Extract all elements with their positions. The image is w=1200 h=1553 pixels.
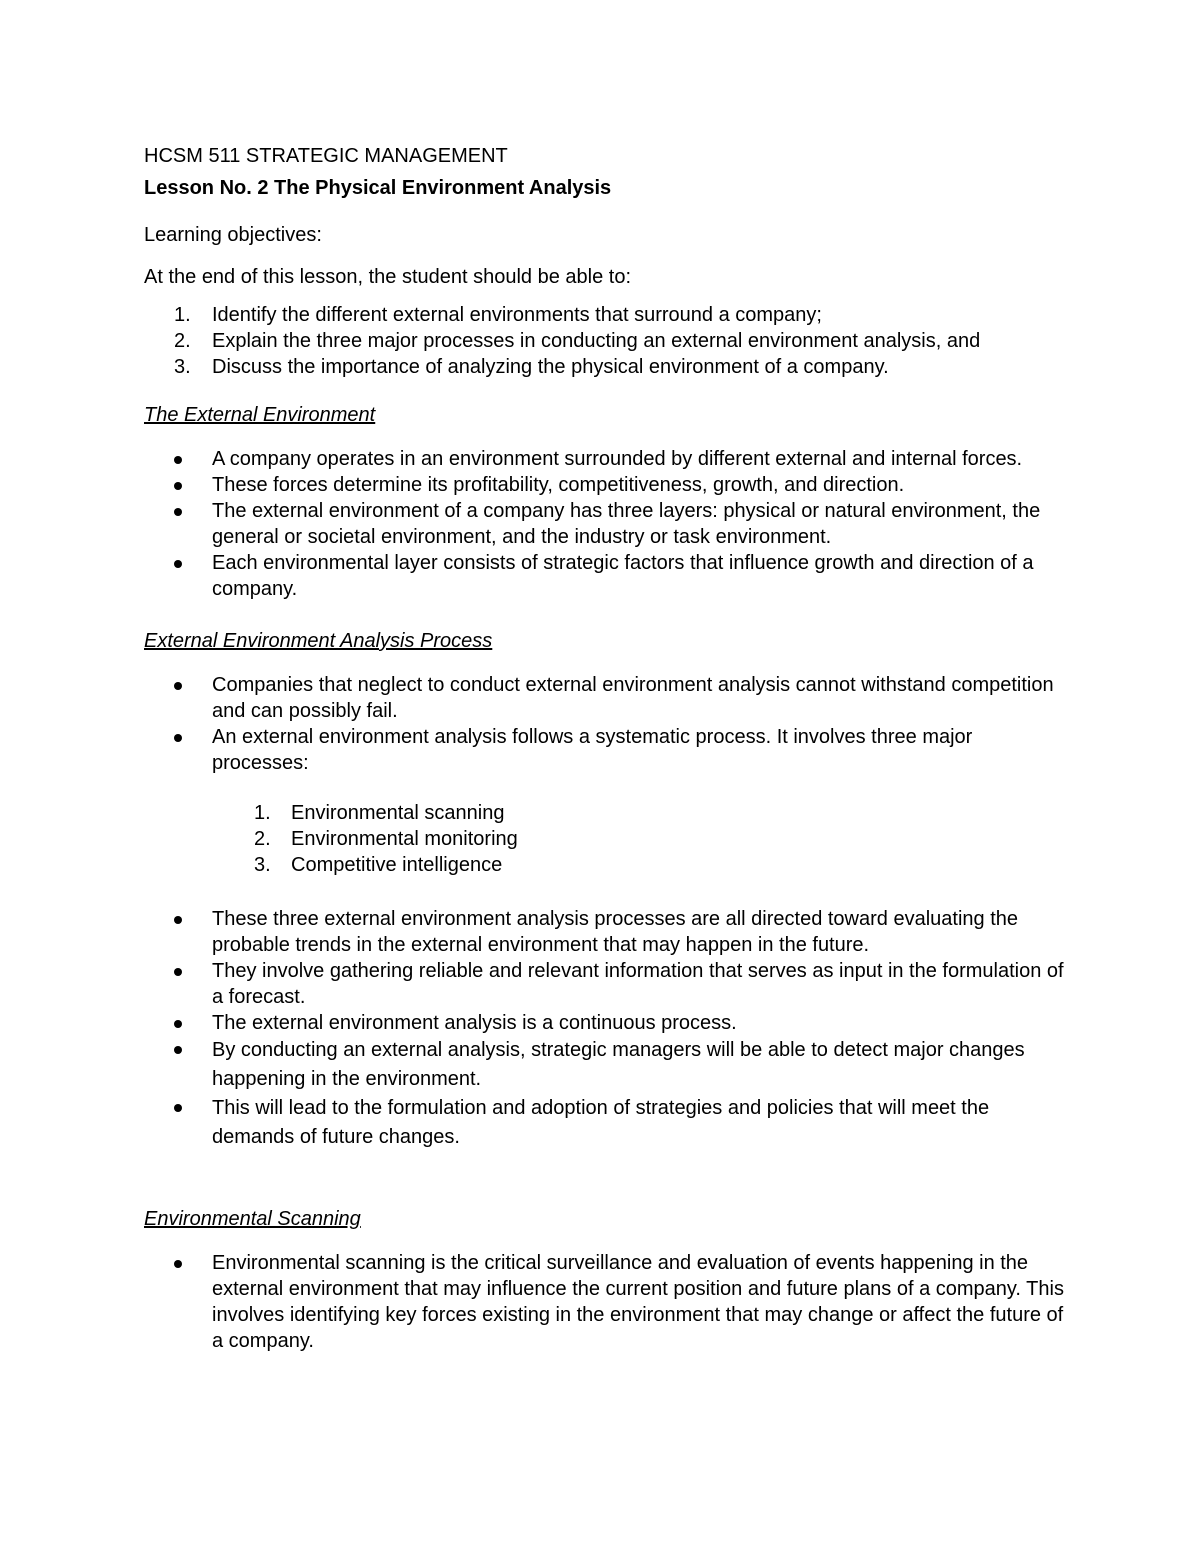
- lesson-title: Lesson No. 2 The Physical Environment Analysis: [144, 177, 612, 199]
- list-number: 3.: [174, 356, 191, 378]
- list-item: [144, 852, 1064, 878]
- list-item-text: These forces determine its profitability, competitiveness, growth, and direction.: [212, 474, 905, 496]
- list-item: [144, 672, 1064, 724]
- bullet-icon: [174, 1046, 182, 1054]
- list-number: 1.: [174, 304, 191, 326]
- list-item-text: They involve gathering reliable and relevant information that serves as input in the formulation of a forecast.: [212, 960, 1064, 1008]
- list-item-text: These three external environment analysis processes are all directed toward evaluating the probable trends in the external environment that may happen in the future.: [212, 908, 1018, 956]
- list-item-text: Environmental scanning: [291, 802, 505, 824]
- bullet-icon: [174, 508, 182, 516]
- bullet-icon: [174, 968, 182, 976]
- list-item-text: Companies that neglect to conduct external environment analysis cannot withstand competition and can possibly fail.: [212, 674, 1054, 722]
- document-page: [144, 140, 1064, 1354]
- list-item: [144, 354, 1064, 380]
- list-item-text: Environmental scanning is the critical surveillance and evaluation of events happening in the external environment that may influence the current position and future plans of a company. This involves identifying key forces existing in the environment that may change or affect the future of a company.: [212, 1252, 1064, 1352]
- external-environment-bullets: [144, 446, 1064, 602]
- list-item: [144, 302, 1064, 328]
- list-number: 2.: [174, 330, 191, 352]
- bullet-icon: [174, 1104, 182, 1112]
- bullet-icon: [174, 916, 182, 924]
- analysis-process-bullets-a: [144, 672, 1064, 776]
- list-item: [144, 550, 1064, 602]
- list-item: [144, 1010, 1064, 1036]
- bullet-icon: [174, 456, 182, 464]
- objectives-intro: At the end of this lesson, the student should be able to:: [144, 266, 632, 288]
- bullet-icon: [174, 682, 182, 690]
- analysis-process-bullets-b: [144, 906, 1064, 1152]
- list-item-text: The external environment of a company has three layers: physical or natural environment, the general or societal environment, and the industry or task environment.: [212, 500, 1041, 548]
- list-item: [144, 446, 1064, 472]
- list-item: [144, 1036, 1064, 1094]
- bullet-icon: [174, 734, 182, 742]
- list-item: [144, 800, 1064, 826]
- list-item-text: Competitive intelligence: [291, 854, 503, 876]
- list-item-text: This will lead to the formulation and adoption of strategies and policies that will meet the demands of future changes.: [212, 1097, 990, 1148]
- list-item: [144, 1094, 1064, 1152]
- list-item-text: The external environment analysis is a continuous process.: [212, 1012, 737, 1034]
- section-heading-environmental-scanning: Environmental Scanning: [144, 1208, 361, 1230]
- list-item: [144, 328, 1064, 354]
- process-list: [144, 800, 1064, 878]
- list-item: [144, 498, 1064, 550]
- environmental-scanning-bullets: [144, 1250, 1064, 1354]
- list-number: 3.: [254, 854, 271, 876]
- objectives-label: Learning objectives:: [144, 224, 322, 246]
- list-item: [144, 1250, 1064, 1354]
- list-item: [144, 472, 1064, 498]
- list-number: 2.: [254, 828, 271, 850]
- section-heading-external-environment: The External Environment: [144, 404, 376, 426]
- list-item-text: Discuss the importance of analyzing the physical environment of a company.: [212, 356, 889, 378]
- list-item-text: A company operates in an environment surrounded by different external and internal forces.: [212, 448, 1023, 470]
- list-item: [144, 826, 1064, 852]
- bullet-icon: [174, 1260, 182, 1268]
- list-item-text: Environmental monitoring: [291, 828, 518, 850]
- section-heading-analysis-process: External Environment Analysis Process: [144, 630, 493, 652]
- course-title: HCSM 511 STRATEGIC MANAGEMENT: [144, 145, 508, 167]
- bullet-icon: [174, 482, 182, 490]
- list-item-text: By conducting an external analysis, strategic managers will be able to detect major changes happening in the environment.: [212, 1039, 1025, 1090]
- list-item: [144, 906, 1064, 958]
- bullet-icon: [174, 1020, 182, 1028]
- list-item-text: Each environmental layer consists of strategic factors that influence growth and direction of a company.: [212, 552, 1034, 600]
- bullet-icon: [174, 560, 182, 568]
- list-number: 1.: [254, 802, 271, 824]
- list-item-text: An external environment analysis follows a systematic process. It involves three major processes:: [212, 726, 973, 774]
- objectives-list: [144, 302, 1064, 380]
- list-item: [144, 958, 1064, 1010]
- list-item-text: Identify the different external environments that surround a company;: [212, 304, 822, 326]
- list-item: [144, 724, 1064, 776]
- list-item-text: Explain the three major processes in conducting an external environment analysis, and: [212, 330, 981, 352]
